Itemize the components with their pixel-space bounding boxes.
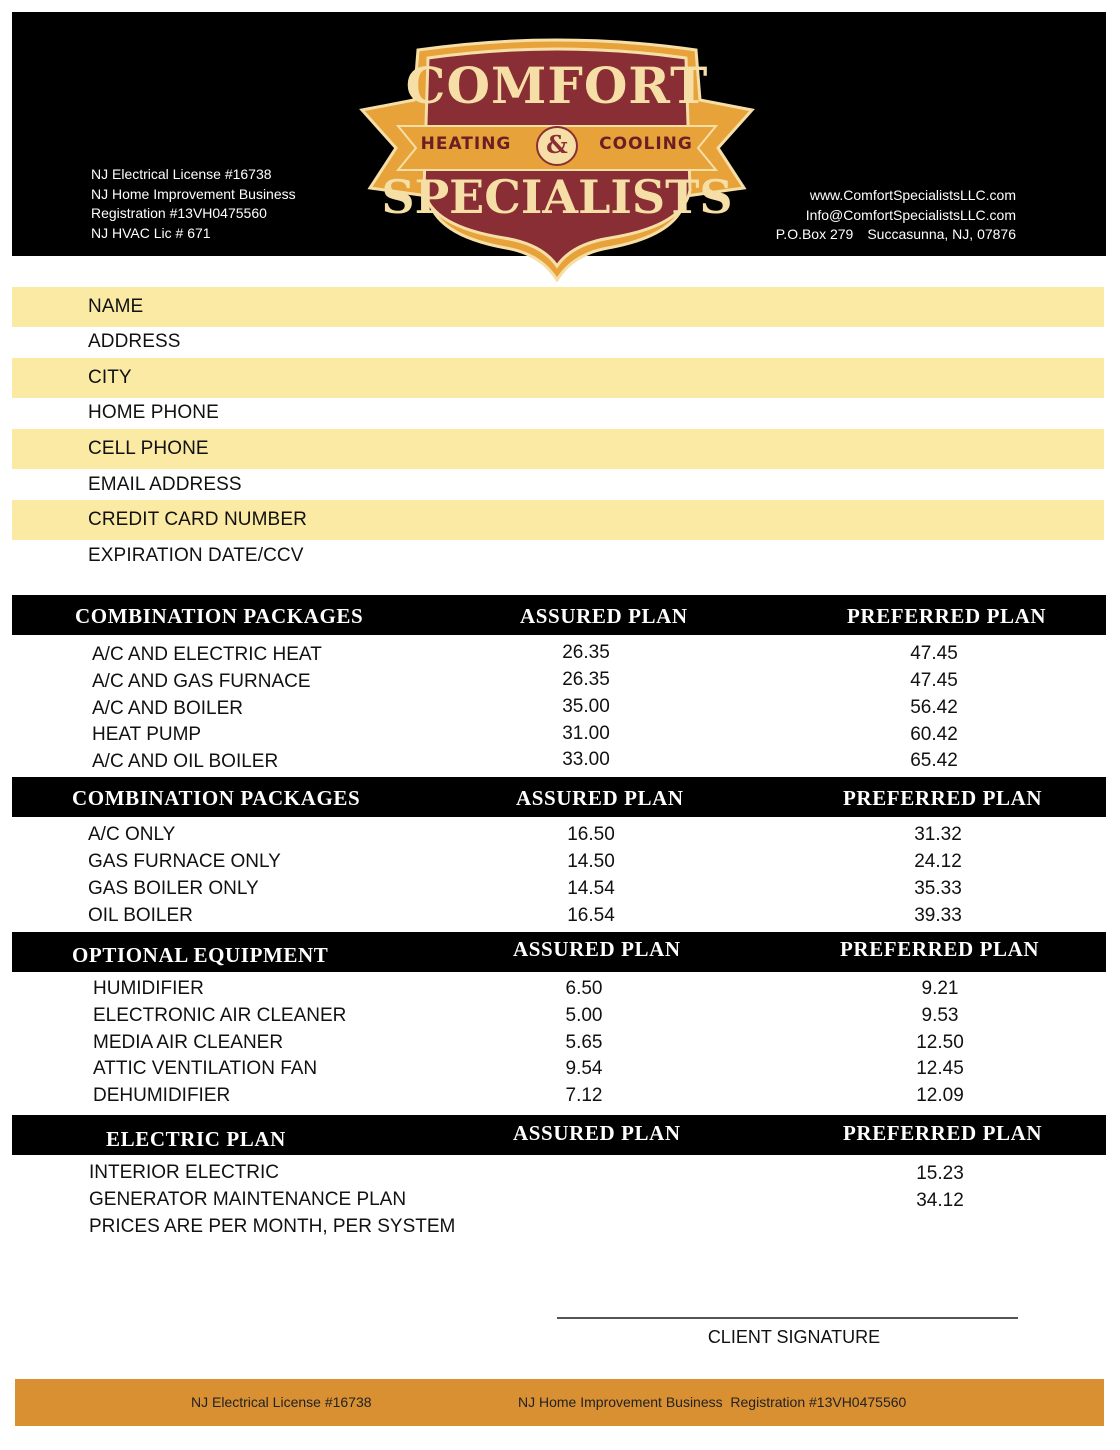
assured-price: 26.35 <box>562 642 610 663</box>
assured-price: 33.00 <box>562 749 610 770</box>
item-name: DEHUMIDIFIER <box>93 1085 231 1106</box>
item-name: HUMIDIFIER <box>93 978 204 999</box>
item-name: GAS FURNACE ONLY <box>88 851 281 872</box>
preferred-price: 56.42 <box>910 697 958 718</box>
contact-info <box>776 186 1016 245</box>
column-header-preferred: PREFERRED PLAN <box>840 937 1040 961</box>
form-row-email[interactable] <box>12 465 1104 505</box>
column-header-assured: ASSURED PLAN <box>513 1121 681 1145</box>
footer-license: NJ Electrical License #16738 <box>191 1394 372 1410</box>
preferred-price: 60.42 <box>910 724 958 745</box>
item-name: MEDIA AIR CLEANER <box>93 1032 284 1053</box>
column-header-assured: ASSURED PLAN <box>516 786 684 810</box>
section-title: COMBINATION PACKAGES <box>72 786 361 810</box>
item-name: A/C AND ELECTRIC HEAT <box>92 644 322 665</box>
preferred-price: 47.45 <box>910 670 958 691</box>
logo-word-comfort: COMFORT <box>405 56 709 115</box>
section-title: OPTIONAL EQUIPMENT <box>72 943 329 967</box>
form-row-expiration[interactable] <box>12 536 1104 576</box>
section-title: ELECTRIC PLAN <box>106 1127 286 1151</box>
field-label-expiration: EXPIRATION DATE/CCV <box>88 545 304 566</box>
license-info <box>91 165 296 243</box>
assured-price: 9.54 <box>565 1058 603 1079</box>
logo-ampersand: & <box>546 130 568 159</box>
license-line: Registration #13VH0475560 <box>91 205 267 221</box>
field-label-email: EMAIL ADDRESS <box>88 474 242 495</box>
item-name: OIL BOILER <box>88 905 193 926</box>
form-row-name[interactable] <box>12 287 1104 327</box>
column-header-preferred: PREFERRED PLAN <box>843 1121 1043 1145</box>
item-name: A/C ONLY <box>88 824 176 845</box>
postal-address <box>776 225 1016 245</box>
item-name: HEAT PUMP <box>92 724 202 745</box>
assured-price: 31.00 <box>562 723 610 744</box>
preferred-price: 12.45 <box>916 1058 964 1079</box>
form-row-address[interactable] <box>12 322 1104 362</box>
po-box: P.O.Box 279 <box>775 226 854 242</box>
email-text: Info@ComfortSpecialistsLLC.com <box>805 206 1016 223</box>
preferred-price: 15.23 <box>916 1163 964 1184</box>
form-row-cell-phone[interactable] <box>12 429 1104 469</box>
section-header-combination-1 <box>12 595 1106 635</box>
assured-price: 35.00 <box>562 696 610 717</box>
signature-line[interactable] <box>557 1317 1018 1319</box>
assured-price: 16.54 <box>567 905 615 926</box>
signature-label: CLIENT SIGNATURE <box>707 1327 881 1347</box>
column-header-preferred: PREFERRED PLAN <box>847 604 1047 628</box>
license-line: NJ Electrical License #16738 <box>91 166 272 182</box>
preferred-price: 35.33 <box>914 878 962 899</box>
field-label-city: CITY <box>88 367 132 388</box>
section-header-combination-2 <box>12 777 1106 817</box>
field-label-credit-card: CREDIT CARD NUMBER <box>88 509 307 530</box>
logo-word-specialists: SPECIALISTS <box>381 170 733 224</box>
field-label-name: NAME <box>88 296 144 317</box>
assured-price: 5.00 <box>565 1005 603 1026</box>
field-label-address: ADDRESS <box>88 331 181 352</box>
assured-price: 14.50 <box>567 851 615 872</box>
city-text: Succasunna, NJ, 07876 <box>867 226 1016 242</box>
assured-price: 14.54 <box>567 878 615 899</box>
preferred-price: 39.33 <box>914 905 962 926</box>
section-title: COMBINATION PACKAGES <box>75 604 364 628</box>
section-header-electric-plan <box>12 1115 1106 1155</box>
assured-price: 16.50 <box>567 824 615 845</box>
preferred-price: 47.45 <box>910 643 958 664</box>
preferred-price: 34.12 <box>916 1190 964 1211</box>
preferred-price: 9.53 <box>921 1005 959 1026</box>
assured-price: 26.35 <box>562 669 610 690</box>
company-logo <box>358 30 756 282</box>
logo-word-cooling: COOLING <box>599 134 693 154</box>
form-row-credit-card[interactable] <box>12 500 1104 540</box>
license-line: NJ HVAC Lic # 671 <box>91 224 211 241</box>
preferred-price: 12.50 <box>916 1032 964 1053</box>
column-header-assured: ASSURED PLAN <box>520 604 688 628</box>
field-label-home-phone: HOME PHONE <box>88 402 219 423</box>
field-label-cell-phone: CELL PHONE <box>88 438 209 459</box>
footer-registration: NJ Home Improvement Business Registration #13VH0475560 <box>518 1394 907 1410</box>
item-name: A/C AND BOILER <box>92 698 243 719</box>
form-row-city[interactable] <box>12 358 1104 398</box>
preferred-price: 24.12 <box>914 851 962 872</box>
license-line: NJ Home Improvement Business <box>91 185 296 202</box>
form-row-home-phone[interactable] <box>12 393 1104 433</box>
assured-price: 6.50 <box>565 978 603 999</box>
section-header-optional-equipment <box>12 932 1106 972</box>
item-name: INTERIOR ELECTRIC <box>89 1162 280 1183</box>
item-name: A/C AND GAS FURNACE <box>92 671 311 692</box>
website-text: www.ComfortSpecialistsLLC.com <box>809 187 1016 203</box>
assured-price: 5.65 <box>565 1032 603 1053</box>
item-name: ATTIC VENTILATION FAN <box>93 1058 318 1079</box>
pricing-note: PRICES ARE PER MONTH, PER SYSTEM <box>89 1216 456 1237</box>
preferred-price: 9.21 <box>921 978 959 999</box>
column-header-assured: ASSURED PLAN <box>513 937 681 961</box>
preferred-price: 12.09 <box>916 1085 964 1106</box>
item-name: GAS BOILER ONLY <box>88 878 259 899</box>
column-header-preferred: PREFERRED PLAN <box>843 786 1043 810</box>
logo-word-heating: HEATING <box>420 134 512 154</box>
item-name: GENERATOR MAINTENANCE PLAN <box>89 1189 407 1210</box>
assured-price: 7.12 <box>565 1085 603 1106</box>
preferred-price: 65.42 <box>910 750 958 771</box>
footer-bar <box>15 1379 1104 1426</box>
item-name: ELECTRONIC AIR CLEANER <box>93 1005 347 1026</box>
preferred-price: 31.32 <box>914 824 962 845</box>
item-name: A/C AND OIL BOILER <box>92 751 279 772</box>
